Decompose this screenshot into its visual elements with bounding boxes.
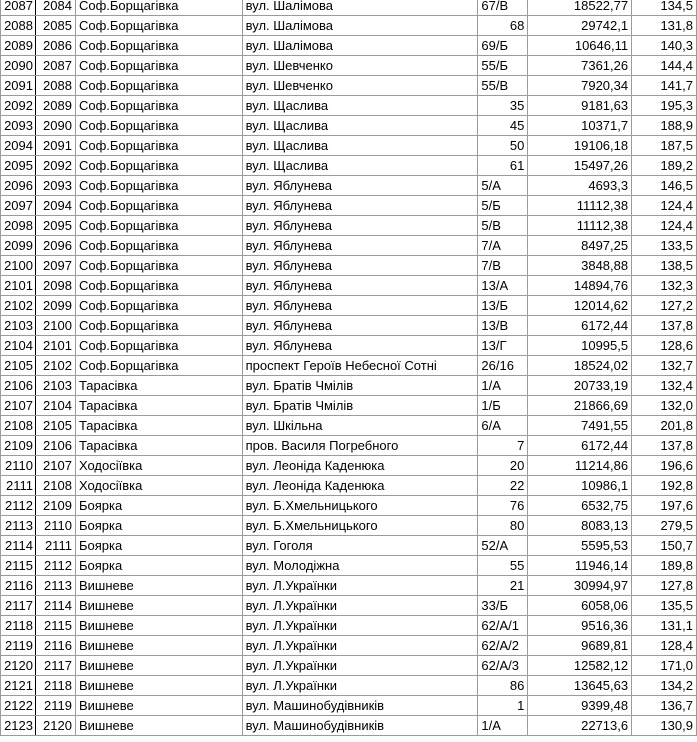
house-cell[interactable]: 1/А <box>478 716 528 736</box>
row-number-cell[interactable]: 2108 <box>1 416 36 436</box>
village-cell[interactable]: Тарасівка <box>75 376 242 396</box>
id-cell[interactable]: 2106 <box>35 436 75 456</box>
value-cell[interactable]: 9516,36 <box>528 616 632 636</box>
street-cell[interactable]: вул. Братів Чмілів <box>242 396 478 416</box>
village-cell[interactable]: Вишневе <box>75 576 242 596</box>
house-cell[interactable]: 13/Г <box>478 336 528 356</box>
village-cell[interactable]: Боярка <box>75 516 242 536</box>
area-cell[interactable]: 192,8 <box>632 476 697 496</box>
area-cell[interactable]: 132,4 <box>632 376 697 396</box>
house-cell[interactable]: 13/Б <box>478 296 528 316</box>
area-cell[interactable]: 132,0 <box>632 396 697 416</box>
id-cell[interactable]: 2111 <box>35 536 75 556</box>
village-cell[interactable]: Соф.Борщагівка <box>75 256 242 276</box>
row-number-cell[interactable]: 2104 <box>1 336 36 356</box>
area-cell[interactable]: 137,8 <box>632 436 697 456</box>
village-cell[interactable]: Соф.Борщагівка <box>75 356 242 376</box>
village-cell[interactable]: Вишневе <box>75 676 242 696</box>
house-cell[interactable]: 61 <box>478 156 528 176</box>
house-cell[interactable]: 62/А/3 <box>478 656 528 676</box>
house-cell[interactable]: 22 <box>478 476 528 496</box>
village-cell[interactable]: Боярка <box>75 556 242 576</box>
area-cell[interactable]: 127,2 <box>632 296 697 316</box>
village-cell[interactable]: Соф.Борщагівка <box>75 16 242 36</box>
table-row[interactable] <box>1 176 697 196</box>
area-cell[interactable]: 130,9 <box>632 716 697 736</box>
table-row[interactable] <box>1 676 697 696</box>
village-cell[interactable]: Соф.Борщагівка <box>75 236 242 256</box>
row-number-cell[interactable]: 2102 <box>1 296 36 316</box>
village-cell[interactable]: Вишневе <box>75 596 242 616</box>
row-number-cell[interactable]: 2097 <box>1 196 36 216</box>
house-cell[interactable]: 5/В <box>478 216 528 236</box>
row-number-cell[interactable]: 2098 <box>1 216 36 236</box>
id-cell[interactable]: 2084 <box>35 0 75 16</box>
id-cell[interactable]: 2119 <box>35 696 75 716</box>
id-cell[interactable]: 2107 <box>35 456 75 476</box>
area-cell[interactable]: 128,6 <box>632 336 697 356</box>
village-cell[interactable]: Соф.Борщагівка <box>75 116 242 136</box>
row-number-cell[interactable]: 2094 <box>1 136 36 156</box>
village-cell[interactable]: Вишневе <box>75 696 242 716</box>
table-row[interactable] <box>1 0 697 16</box>
id-cell[interactable]: 2087 <box>35 56 75 76</box>
id-cell[interactable]: 2088 <box>35 76 75 96</box>
area-cell[interactable]: 201,8 <box>632 416 697 436</box>
area-cell[interactable]: 137,8 <box>632 316 697 336</box>
street-cell[interactable]: вул. Шалімова <box>242 0 478 16</box>
id-cell[interactable]: 2096 <box>35 236 75 256</box>
table-row[interactable] <box>1 716 697 736</box>
value-cell[interactable]: 9399,48 <box>528 696 632 716</box>
village-cell[interactable]: Тарасівка <box>75 436 242 456</box>
area-cell[interactable]: 132,3 <box>632 276 697 296</box>
village-cell[interactable]: Вишневе <box>75 616 242 636</box>
table-row[interactable] <box>1 276 697 296</box>
village-cell[interactable]: Боярка <box>75 496 242 516</box>
id-cell[interactable]: 2092 <box>35 156 75 176</box>
table-row[interactable] <box>1 476 697 496</box>
value-cell[interactable]: 11214,86 <box>528 456 632 476</box>
village-cell[interactable]: Тарасівка <box>75 396 242 416</box>
street-cell[interactable]: вул. Яблунева <box>242 216 478 236</box>
value-cell[interactable]: 7491,55 <box>528 416 632 436</box>
area-cell[interactable]: 134,2 <box>632 676 697 696</box>
id-cell[interactable]: 2105 <box>35 416 75 436</box>
area-cell[interactable]: 133,5 <box>632 236 697 256</box>
table-row[interactable] <box>1 616 697 636</box>
area-cell[interactable]: 134,5 <box>632 0 697 16</box>
village-cell[interactable]: Соф.Борщагівка <box>75 176 242 196</box>
house-cell[interactable]: 21 <box>478 576 528 596</box>
row-number-cell[interactable]: 2117 <box>1 596 36 616</box>
id-cell[interactable]: 2108 <box>35 476 75 496</box>
village-cell[interactable]: Соф.Борщагівка <box>75 216 242 236</box>
value-cell[interactable]: 20733,19 <box>528 376 632 396</box>
value-cell[interactable]: 5595,53 <box>528 536 632 556</box>
street-cell[interactable]: вул. Шевченко <box>242 56 478 76</box>
area-cell[interactable]: 127,8 <box>632 576 697 596</box>
street-cell[interactable]: вул. Л.Українки <box>242 616 478 636</box>
table-row[interactable] <box>1 116 697 136</box>
id-cell[interactable]: 2085 <box>35 16 75 36</box>
area-cell[interactable]: 124,4 <box>632 216 697 236</box>
house-cell[interactable]: 62/А/1 <box>478 616 528 636</box>
value-cell[interactable]: 13645,63 <box>528 676 632 696</box>
id-cell[interactable]: 2110 <box>35 516 75 536</box>
value-cell[interactable]: 3848,88 <box>528 256 632 276</box>
value-cell[interactable]: 6532,75 <box>528 496 632 516</box>
street-cell[interactable]: вул. Щаслива <box>242 96 478 116</box>
house-cell[interactable]: 55/Б <box>478 56 528 76</box>
table-row[interactable] <box>1 296 697 316</box>
area-cell[interactable]: 144,4 <box>632 56 697 76</box>
value-cell[interactable]: 11946,14 <box>528 556 632 576</box>
table-row[interactable] <box>1 16 697 36</box>
table-row[interactable] <box>1 456 697 476</box>
street-cell[interactable]: вул. Леоніда Каденюка <box>242 476 478 496</box>
id-cell[interactable]: 2098 <box>35 276 75 296</box>
row-number-cell[interactable]: 2088 <box>1 16 36 36</box>
row-number-cell[interactable]: 2105 <box>1 356 36 376</box>
street-cell[interactable]: пров. Василя Погребного <box>242 436 478 456</box>
value-cell[interactable]: 9689,81 <box>528 636 632 656</box>
area-cell[interactable]: 146,5 <box>632 176 697 196</box>
area-cell[interactable]: 128,4 <box>632 636 697 656</box>
street-cell[interactable]: вул. Шкільна <box>242 416 478 436</box>
house-cell[interactable]: 5/Б <box>478 196 528 216</box>
area-cell[interactable]: 279,5 <box>632 516 697 536</box>
value-cell[interactable]: 12582,12 <box>528 656 632 676</box>
table-row[interactable] <box>1 356 697 376</box>
street-cell[interactable]: вул. Л.Українки <box>242 596 478 616</box>
table-row[interactable] <box>1 136 697 156</box>
row-number-cell[interactable]: 2114 <box>1 536 36 556</box>
village-cell[interactable]: Соф.Борщагівка <box>75 96 242 116</box>
house-cell[interactable]: 50 <box>478 136 528 156</box>
area-cell[interactable]: 141,7 <box>632 76 697 96</box>
house-cell[interactable]: 33/Б <box>478 596 528 616</box>
id-cell[interactable]: 2113 <box>35 576 75 596</box>
row-number-cell[interactable]: 2091 <box>1 76 36 96</box>
row-number-cell[interactable]: 2122 <box>1 696 36 716</box>
house-cell[interactable]: 45 <box>478 116 528 136</box>
row-number-cell[interactable]: 2123 <box>1 716 36 736</box>
value-cell[interactable]: 14894,76 <box>528 276 632 296</box>
street-cell[interactable]: вул. Леоніда Каденюка <box>242 456 478 476</box>
house-cell[interactable]: 6/А <box>478 416 528 436</box>
value-cell[interactable]: 29742,1 <box>528 16 632 36</box>
value-cell[interactable]: 10646,11 <box>528 36 632 56</box>
row-number-cell[interactable]: 2116 <box>1 576 36 596</box>
id-cell[interactable]: 2116 <box>35 636 75 656</box>
street-cell[interactable]: вул. Машинобудівників <box>242 716 478 736</box>
village-cell[interactable]: Соф.Борщагівка <box>75 76 242 96</box>
table-row[interactable] <box>1 576 697 596</box>
village-cell[interactable]: Вишневе <box>75 636 242 656</box>
row-number-cell[interactable]: 2112 <box>1 496 36 516</box>
village-cell[interactable]: Тарасівка <box>75 416 242 436</box>
area-cell[interactable]: 124,4 <box>632 196 697 216</box>
value-cell[interactable]: 18522,77 <box>528 0 632 16</box>
house-cell[interactable]: 80 <box>478 516 528 536</box>
area-cell[interactable]: 132,7 <box>632 356 697 376</box>
street-cell[interactable]: вул. Шалімова <box>242 36 478 56</box>
table-row[interactable] <box>1 336 697 356</box>
table-row[interactable] <box>1 76 697 96</box>
village-cell[interactable]: Соф.Борщагівка <box>75 276 242 296</box>
house-cell[interactable]: 76 <box>478 496 528 516</box>
row-number-cell[interactable]: 2103 <box>1 316 36 336</box>
table-row[interactable] <box>1 36 697 56</box>
table-row[interactable] <box>1 256 697 276</box>
table-row[interactable] <box>1 496 697 516</box>
street-cell[interactable]: вул. Молодіжна <box>242 556 478 576</box>
street-cell[interactable]: вул. Яблунева <box>242 256 478 276</box>
row-number-cell[interactable]: 2115 <box>1 556 36 576</box>
value-cell[interactable]: 6058,06 <box>528 596 632 616</box>
street-cell[interactable]: вул. Щаслива <box>242 136 478 156</box>
house-cell[interactable]: 67/В <box>478 0 528 16</box>
area-cell[interactable]: 189,8 <box>632 556 697 576</box>
id-cell[interactable]: 2091 <box>35 136 75 156</box>
street-cell[interactable]: вул. Яблунева <box>242 336 478 356</box>
value-cell[interactable]: 11112,38 <box>528 216 632 236</box>
street-cell[interactable]: вул. Яблунева <box>242 316 478 336</box>
value-cell[interactable]: 8083,13 <box>528 516 632 536</box>
value-cell[interactable]: 12014,62 <box>528 296 632 316</box>
house-cell[interactable]: 62/А/2 <box>478 636 528 656</box>
value-cell[interactable]: 18524,02 <box>528 356 632 376</box>
street-cell[interactable]: проспект Героїв Небесної Сотні <box>242 356 478 376</box>
village-cell[interactable]: Соф.Борщагівка <box>75 56 242 76</box>
table-row[interactable] <box>1 556 697 576</box>
table-row[interactable] <box>1 696 697 716</box>
street-cell[interactable]: вул. Б.Хмельницького <box>242 516 478 536</box>
row-number-cell[interactable]: 2109 <box>1 436 36 456</box>
value-cell[interactable]: 15497,26 <box>528 156 632 176</box>
table-row[interactable] <box>1 156 697 176</box>
row-number-cell[interactable]: 2101 <box>1 276 36 296</box>
street-cell[interactable]: вул. Яблунева <box>242 196 478 216</box>
row-number-cell[interactable]: 2118 <box>1 616 36 636</box>
id-cell[interactable]: 2100 <box>35 316 75 336</box>
value-cell[interactable]: 8497,25 <box>528 236 632 256</box>
house-cell[interactable]: 55/В <box>478 76 528 96</box>
table-row[interactable] <box>1 596 697 616</box>
row-number-cell[interactable]: 2096 <box>1 176 36 196</box>
house-cell[interactable]: 1/Б <box>478 396 528 416</box>
row-number-cell[interactable]: 2113 <box>1 516 36 536</box>
id-cell[interactable]: 2120 <box>35 716 75 736</box>
house-cell[interactable]: 55 <box>478 556 528 576</box>
value-cell[interactable]: 19106,18 <box>528 136 632 156</box>
village-cell[interactable]: Соф.Борщагівка <box>75 336 242 356</box>
table-row[interactable] <box>1 236 697 256</box>
id-cell[interactable]: 2089 <box>35 96 75 116</box>
village-cell[interactable]: Соф.Борщагівка <box>75 0 242 16</box>
area-cell[interactable]: 150,7 <box>632 536 697 556</box>
row-number-cell[interactable]: 2110 <box>1 456 36 476</box>
value-cell[interactable]: 21866,69 <box>528 396 632 416</box>
street-cell[interactable]: вул. Л.Українки <box>242 576 478 596</box>
table-row[interactable] <box>1 196 697 216</box>
row-number-cell[interactable]: 2111 <box>1 476 36 496</box>
table-row[interactable] <box>1 416 697 436</box>
row-number-cell[interactable]: 2090 <box>1 56 36 76</box>
area-cell[interactable]: 195,3 <box>632 96 697 116</box>
value-cell[interactable]: 10371,7 <box>528 116 632 136</box>
id-cell[interactable]: 2101 <box>35 336 75 356</box>
house-cell[interactable]: 5/А <box>478 176 528 196</box>
street-cell[interactable]: вул. Яблунева <box>242 176 478 196</box>
table-row[interactable] <box>1 216 697 236</box>
village-cell[interactable]: Соф.Борщагівка <box>75 36 242 56</box>
id-cell[interactable]: 2097 <box>35 256 75 276</box>
village-cell[interactable]: Боярка <box>75 536 242 556</box>
value-cell[interactable]: 9181,63 <box>528 96 632 116</box>
house-cell[interactable]: 26/16 <box>478 356 528 376</box>
id-cell[interactable]: 2086 <box>35 36 75 56</box>
row-number-cell[interactable]: 2087 <box>1 0 36 16</box>
house-cell[interactable]: 7/В <box>478 256 528 276</box>
row-number-cell[interactable]: 2120 <box>1 656 36 676</box>
value-cell[interactable]: 11112,38 <box>528 196 632 216</box>
street-cell[interactable]: вул. Л.Українки <box>242 676 478 696</box>
value-cell[interactable]: 7361,26 <box>528 56 632 76</box>
id-cell[interactable]: 2095 <box>35 216 75 236</box>
village-cell[interactable]: Соф.Борщагівка <box>75 316 242 336</box>
village-cell[interactable]: Ходосіївка <box>75 476 242 496</box>
table-row[interactable] <box>1 96 697 116</box>
area-cell[interactable]: 131,1 <box>632 616 697 636</box>
table-row[interactable] <box>1 376 697 396</box>
row-number-cell[interactable]: 2100 <box>1 256 36 276</box>
street-cell[interactable]: вул. Л.Українки <box>242 636 478 656</box>
id-cell[interactable]: 2103 <box>35 376 75 396</box>
value-cell[interactable]: 7920,34 <box>528 76 632 96</box>
house-cell[interactable]: 7/А <box>478 236 528 256</box>
house-cell[interactable]: 7 <box>478 436 528 456</box>
row-number-cell[interactable]: 2099 <box>1 236 36 256</box>
area-cell[interactable]: 187,5 <box>632 136 697 156</box>
table-row[interactable] <box>1 396 697 416</box>
street-cell[interactable]: вул. Щаслива <box>242 156 478 176</box>
table-row[interactable] <box>1 536 697 556</box>
area-cell[interactable]: 188,9 <box>632 116 697 136</box>
village-cell[interactable]: Соф.Борщагівка <box>75 136 242 156</box>
street-cell[interactable]: вул. Шевченко <box>242 76 478 96</box>
area-cell[interactable]: 171,0 <box>632 656 697 676</box>
table-row[interactable] <box>1 56 697 76</box>
row-number-cell[interactable]: 2095 <box>1 156 36 176</box>
house-cell[interactable]: 68 <box>478 16 528 36</box>
house-cell[interactable]: 52/А <box>478 536 528 556</box>
house-cell[interactable]: 35 <box>478 96 528 116</box>
id-cell[interactable]: 2094 <box>35 196 75 216</box>
area-cell[interactable]: 138,5 <box>632 256 697 276</box>
row-number-cell[interactable]: 2092 <box>1 96 36 116</box>
house-cell[interactable]: 13/А <box>478 276 528 296</box>
street-cell[interactable]: вул. Яблунева <box>242 276 478 296</box>
village-cell[interactable]: Вишневе <box>75 716 242 736</box>
id-cell[interactable]: 2093 <box>35 176 75 196</box>
area-cell[interactable]: 196,6 <box>632 456 697 476</box>
value-cell[interactable]: 6172,44 <box>528 316 632 336</box>
village-cell[interactable]: Вишневе <box>75 656 242 676</box>
value-cell[interactable]: 30994,97 <box>528 576 632 596</box>
row-number-cell[interactable]: 2121 <box>1 676 36 696</box>
village-cell[interactable]: Ходосіївка <box>75 456 242 476</box>
house-cell[interactable]: 20 <box>478 456 528 476</box>
street-cell[interactable]: вул. Братів Чмілів <box>242 376 478 396</box>
street-cell[interactable]: вул. Гоголя <box>242 536 478 556</box>
area-cell[interactable]: 136,7 <box>632 696 697 716</box>
house-cell[interactable]: 13/В <box>478 316 528 336</box>
street-cell[interactable]: вул. Яблунева <box>242 236 478 256</box>
row-number-cell[interactable]: 2106 <box>1 376 36 396</box>
area-cell[interactable]: 140,3 <box>632 36 697 56</box>
id-cell[interactable]: 2109 <box>35 496 75 516</box>
id-cell[interactable]: 2104 <box>35 396 75 416</box>
value-cell[interactable]: 6172,44 <box>528 436 632 456</box>
area-cell[interactable]: 131,8 <box>632 16 697 36</box>
id-cell[interactable]: 2099 <box>35 296 75 316</box>
id-cell[interactable]: 2112 <box>35 556 75 576</box>
street-cell[interactable]: вул. Щаслива <box>242 116 478 136</box>
street-cell[interactable]: вул. Б.Хмельницького <box>242 496 478 516</box>
table-row[interactable] <box>1 656 697 676</box>
value-cell[interactable]: 10995,5 <box>528 336 632 356</box>
value-cell[interactable]: 4693,3 <box>528 176 632 196</box>
street-cell[interactable]: вул. Машинобудівників <box>242 696 478 716</box>
house-cell[interactable]: 69/Б <box>478 36 528 56</box>
id-cell[interactable]: 2115 <box>35 616 75 636</box>
house-cell[interactable]: 86 <box>478 676 528 696</box>
table-row[interactable] <box>1 516 697 536</box>
id-cell[interactable]: 2118 <box>35 676 75 696</box>
village-cell[interactable]: Соф.Борщагівка <box>75 156 242 176</box>
table-row[interactable] <box>1 636 697 656</box>
area-cell[interactable]: 189,2 <box>632 156 697 176</box>
house-cell[interactable]: 1/А <box>478 376 528 396</box>
row-number-cell[interactable]: 2093 <box>1 116 36 136</box>
id-cell[interactable]: 2102 <box>35 356 75 376</box>
id-cell[interactable]: 2117 <box>35 656 75 676</box>
village-cell[interactable]: Соф.Борщагівка <box>75 196 242 216</box>
value-cell[interactable]: 22713,6 <box>528 716 632 736</box>
id-cell[interactable]: 2114 <box>35 596 75 616</box>
table-row[interactable] <box>1 316 697 336</box>
street-cell[interactable]: вул. Л.Українки <box>242 656 478 676</box>
value-cell[interactable]: 10986,1 <box>528 476 632 496</box>
area-cell[interactable]: 197,6 <box>632 496 697 516</box>
spreadsheet-body <box>1 0 697 736</box>
house-cell[interactable]: 1 <box>478 696 528 716</box>
table-row[interactable] <box>1 436 697 456</box>
row-number-cell[interactable]: 2089 <box>1 36 36 56</box>
street-cell[interactable]: вул. Шалімова <box>242 16 478 36</box>
row-number-cell[interactable]: 2119 <box>1 636 36 656</box>
street-cell[interactable]: вул. Яблунева <box>242 296 478 316</box>
village-cell[interactable]: Соф.Борщагівка <box>75 296 242 316</box>
row-number-cell[interactable]: 2107 <box>1 396 36 416</box>
id-cell[interactable]: 2090 <box>35 116 75 136</box>
area-cell[interactable]: 135,5 <box>632 596 697 616</box>
